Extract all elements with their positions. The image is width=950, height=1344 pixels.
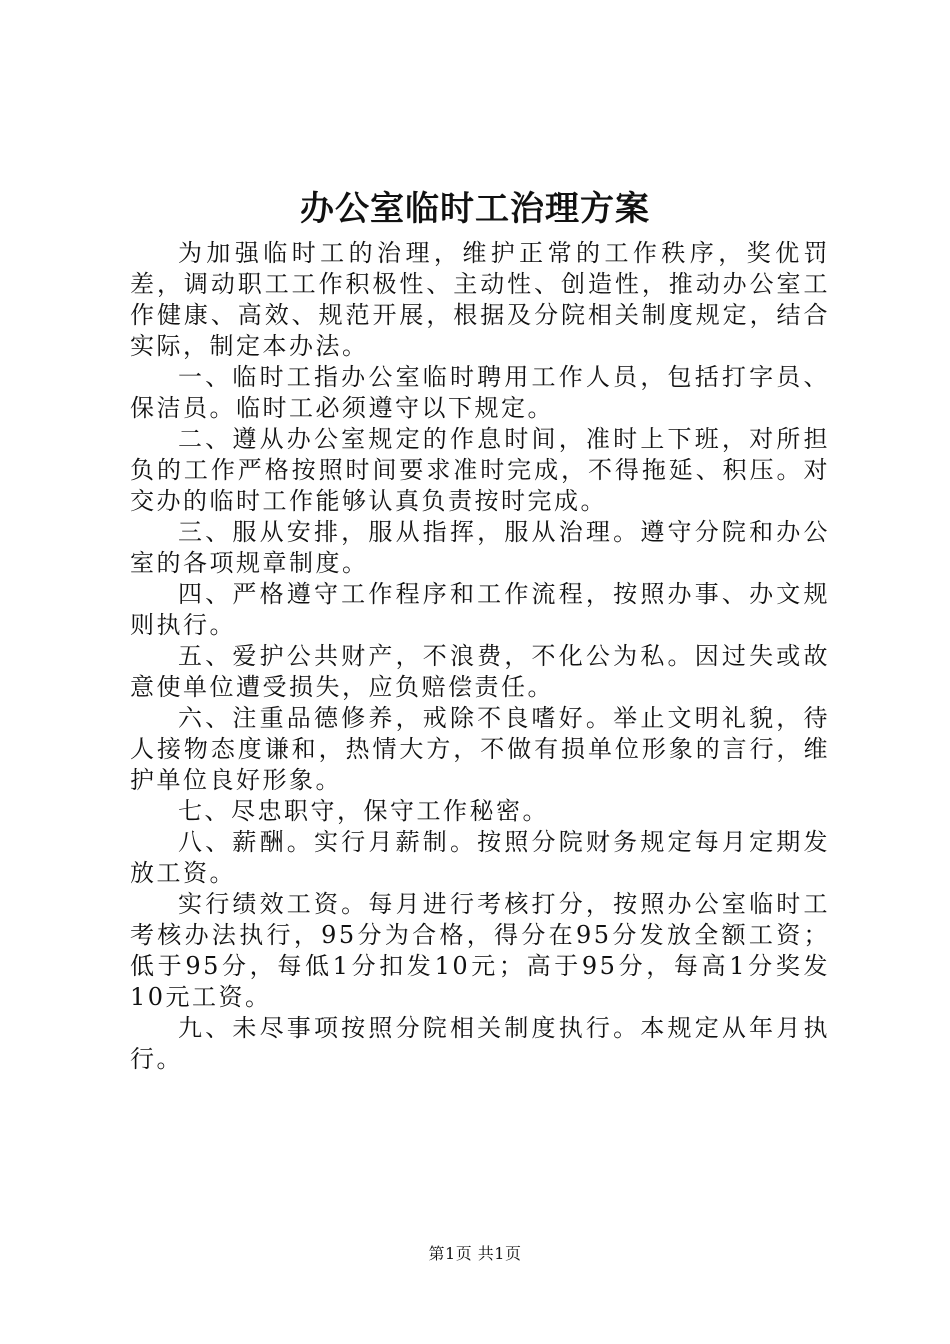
paragraph-intro: 为加强临时工的治理，维护正常的工作秩序，奖优罚差，调动职工工作积极性、主动性、创造性，推动办公室工作健康、高效、规范开展，根据及分院相关制度规定，结合实际，制定本办法。 [130,239,830,360]
paragraph-item-1: 一、临时工指办公室临时聘用工作人员，包括打字员、保洁员。临时工必须遵守以下规定。 [130,363,830,422]
document-body [130,238,830,1075]
paragraph-item-4: 四、严格遵守工作程序和工作流程，按照办事、办文规则执行。 [130,580,830,639]
paragraph-item-6: 六、注重品德修养，戒除不良嗜好。举止文明礼貌，待人接物态度谦和，热情大方，不做有损单位形象的言行，维护单位良好形象。 [130,704,830,794]
page-footer: 第1页 共1页 [428,1244,522,1263]
paragraph-item-8-detail: 实行绩效工资。每月进行考核打分，按照办公室临时工考核办法执行，95分为合格，得分在95分发放全额工资；低于95分，每低1分扣发10元；高于95分，每高1分奖发10元工资。 [130,890,830,1011]
paragraph-item-3: 三、服从安排，服从指挥，服从治理。遵守分院和办公室的各项规章制度。 [130,518,830,577]
document-title: 办公室临时工治理方案 [300,189,650,229]
paragraph-item-8: 八、薪酬。实行月薪制。按照分院财务规定每月定期发放工资。 [130,828,830,887]
paragraph-item-2: 二、遵从办公室规定的作息时间，准时上下班，对所担负的工作严格按照时间要求准时完成，不得拖延、积压。对交办的临时工作能够认真负责按时完成。 [130,425,830,515]
paragraph-item-5: 五、爱护公共财产，不浪费，不化公为私。因过失或故意使单位遭受损失，应负赔偿责任。 [130,642,830,701]
paragraph-item-7: 七、尽忠职守，保守工作秘密。 [178,797,549,825]
paragraph-item-9: 九、未尽事项按照分院相关制度执行。本规定从年月执行。 [130,1014,830,1073]
